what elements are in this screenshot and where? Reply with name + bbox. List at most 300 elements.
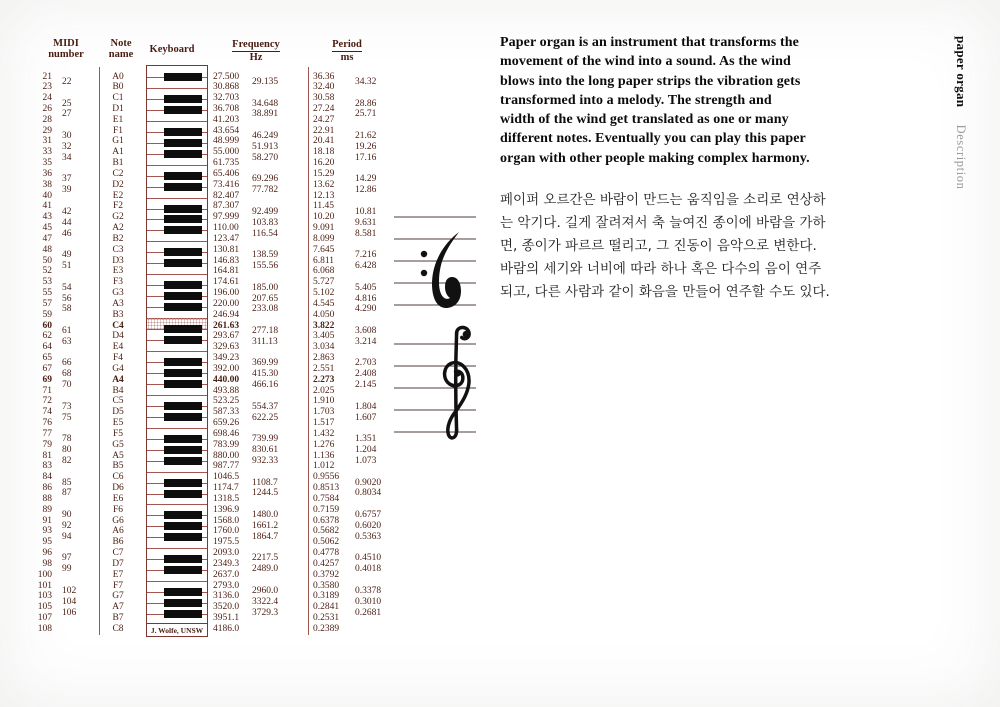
period-value: 0.7584 bbox=[313, 493, 340, 504]
period-value-sharp: 1.204 bbox=[355, 445, 377, 456]
period-value: 9.091 bbox=[313, 223, 335, 234]
black-key bbox=[164, 183, 202, 191]
midi-number-sharp: 44 bbox=[62, 217, 72, 228]
white-key-separator bbox=[147, 121, 207, 122]
frequency-value-sharp: 69.296 bbox=[252, 174, 279, 185]
header-frequency-line1: Frequency bbox=[232, 39, 280, 50]
frequency-value-sharp: 51.913 bbox=[252, 141, 279, 152]
note-name: G4 bbox=[112, 363, 124, 374]
frequency-value-sharp: 103.83 bbox=[252, 217, 279, 228]
period-value-sharp: 2.145 bbox=[355, 380, 377, 391]
bass-clef-icon bbox=[421, 232, 461, 308]
period-value: 7.645 bbox=[313, 244, 335, 255]
frequency-value: 987.77 bbox=[213, 461, 240, 472]
period-value-sharp: 0.4510 bbox=[355, 553, 382, 564]
midi-number-sharp: 54 bbox=[62, 282, 72, 293]
period-value: 4.545 bbox=[313, 298, 335, 309]
frequency-value-sharp: 92.499 bbox=[252, 206, 279, 217]
description-line-korean: 되고, 다른 사람과 같이 화음을 만들어 연주할 수도 있다. bbox=[500, 284, 830, 300]
period-value-sharp: 3.214 bbox=[355, 336, 377, 347]
note-name: C7 bbox=[112, 548, 124, 559]
period-value-sharp: 9.631 bbox=[355, 217, 377, 228]
note-name: D4 bbox=[112, 331, 124, 342]
note-name: B0 bbox=[112, 82, 124, 93]
note-name: B7 bbox=[112, 613, 124, 623]
frequency-value: 493.88 bbox=[213, 385, 240, 396]
period-value-sharp: 2.703 bbox=[355, 358, 377, 369]
period-value-sharp: 0.3378 bbox=[355, 585, 382, 596]
period-value: 5.102 bbox=[313, 288, 335, 299]
black-key bbox=[164, 599, 202, 607]
period-value: 0.7159 bbox=[313, 504, 340, 515]
note-name: D5 bbox=[112, 407, 124, 418]
column-frequency-naturals bbox=[213, 0, 257, 707]
white-key-separator bbox=[147, 548, 207, 549]
black-key bbox=[164, 172, 202, 180]
period-value: 15.29 bbox=[313, 168, 335, 179]
period-value: 0.3792 bbox=[313, 569, 340, 580]
midi-number: 60 bbox=[42, 320, 52, 331]
frequency-value: 1568.0 bbox=[213, 515, 240, 526]
note-name: A4 bbox=[112, 374, 124, 385]
period-value: 0.5682 bbox=[313, 526, 340, 537]
header-period-line2: ms bbox=[340, 52, 354, 63]
midi-number-sharp: 102 bbox=[62, 585, 77, 596]
period-value: 0.3580 bbox=[313, 580, 340, 591]
white-key-separator bbox=[147, 472, 207, 473]
black-key bbox=[164, 248, 202, 256]
period-value: 0.3189 bbox=[313, 591, 340, 602]
white-key-separator bbox=[147, 165, 207, 166]
midi-number-sharp: 37 bbox=[62, 174, 72, 185]
frequency-value: 164.81 bbox=[213, 266, 240, 277]
frequency-value: 32.703 bbox=[213, 93, 240, 104]
note-name: G6 bbox=[112, 515, 124, 526]
frequency-value-sharp: 3729.3 bbox=[252, 607, 279, 618]
note-name: F4 bbox=[112, 353, 124, 364]
frequency-value-sharp: 466.16 bbox=[252, 380, 279, 391]
description-korean bbox=[500, 189, 830, 304]
side-label-title: paper organ bbox=[954, 36, 969, 108]
frequency-value-sharp: 311.13 bbox=[252, 336, 278, 347]
frequency-value-sharp: 739.99 bbox=[252, 434, 279, 445]
period-value: 10.20 bbox=[313, 212, 335, 223]
period-value: 2.025 bbox=[313, 385, 335, 396]
note-name: B3 bbox=[112, 309, 124, 320]
frequency-value: 61.735 bbox=[213, 158, 240, 169]
white-key-separator bbox=[147, 581, 207, 582]
black-key bbox=[164, 369, 202, 377]
period-value-sharp: 7.216 bbox=[355, 250, 377, 261]
period-value-sharp: 1.607 bbox=[355, 412, 377, 423]
frequency-value: 174.61 bbox=[213, 277, 240, 288]
frequency-value: 4186.0 bbox=[213, 623, 240, 634]
period-value: 0.2841 bbox=[313, 602, 340, 613]
frequency-value-sharp: 415.30 bbox=[252, 369, 279, 380]
period-value: 0.4778 bbox=[313, 548, 340, 559]
period-value-sharp: 17.16 bbox=[355, 152, 377, 163]
column-note-names bbox=[103, 0, 133, 707]
frequency-value-sharp: 622.25 bbox=[252, 412, 279, 423]
frequency-value: 440.00 bbox=[213, 374, 240, 385]
keyboard-credit: J. Wolfe, UNSW bbox=[146, 623, 208, 637]
period-value: 27.24 bbox=[313, 103, 335, 114]
frequency-value: 30.868 bbox=[213, 82, 240, 93]
frequency-value-sharp: 77.782 bbox=[252, 185, 279, 196]
frequency-value: 246.94 bbox=[213, 309, 240, 320]
midi-number-sharp: 63 bbox=[62, 336, 72, 347]
black-key bbox=[164, 446, 202, 454]
period-value: 6.068 bbox=[313, 266, 335, 277]
frequency-value-sharp: 1480.0 bbox=[252, 510, 279, 521]
note-name: E7 bbox=[112, 569, 124, 580]
frequency-value-sharp: 38.891 bbox=[252, 109, 279, 120]
frequency-value: 2093.0 bbox=[213, 548, 240, 559]
black-key bbox=[164, 533, 202, 541]
midi-number-sharp: 82 bbox=[62, 455, 72, 466]
frequency-value: 73.416 bbox=[213, 179, 240, 190]
midi-number: 36 bbox=[42, 168, 52, 179]
header-note-line2: name bbox=[108, 49, 134, 60]
frequency-value: 3951.1 bbox=[213, 613, 240, 623]
period-value: 3.405 bbox=[313, 331, 335, 342]
frequency-value-sharp: 233.08 bbox=[252, 304, 279, 315]
column-period-naturals bbox=[313, 0, 355, 707]
note-name: F1 bbox=[112, 125, 124, 136]
midi-number: 65 bbox=[42, 353, 52, 364]
midi-number: 53 bbox=[42, 277, 52, 288]
midi-number-sharp: 42 bbox=[62, 206, 72, 217]
midi-number: 69 bbox=[42, 374, 52, 385]
black-key bbox=[164, 205, 202, 213]
midi-number: 67 bbox=[42, 363, 52, 374]
midi-number: 55 bbox=[42, 288, 52, 299]
period-value: 8.099 bbox=[313, 233, 335, 244]
side-label-subtitle: Description bbox=[954, 124, 968, 190]
period-value-sharp: 10.81 bbox=[355, 206, 377, 217]
frequency-value: 220.00 bbox=[213, 298, 240, 309]
note-name: C1 bbox=[112, 93, 124, 104]
frequency-value-sharp: 2960.0 bbox=[252, 585, 279, 596]
black-key bbox=[164, 511, 202, 519]
midi-number: 71 bbox=[42, 385, 52, 396]
description-line-korean: 면, 종이가 파르르 떨리고, 그 진동이 음악으로 변한다. bbox=[500, 238, 817, 254]
header-note-line1: Note bbox=[110, 38, 132, 49]
period-value-sharp: 0.2681 bbox=[355, 607, 382, 618]
header-midi-line1: MIDI bbox=[53, 38, 79, 49]
frequency-value-sharp: 2217.5 bbox=[252, 553, 279, 564]
frequency-value: 41.203 bbox=[213, 114, 240, 125]
black-key bbox=[164, 588, 202, 596]
divider-midi-note bbox=[99, 67, 100, 635]
black-key bbox=[164, 139, 202, 147]
period-value-sharp: 25.71 bbox=[355, 109, 377, 120]
frequency-value: 880.00 bbox=[213, 450, 240, 461]
midi-number-sharp: 66 bbox=[62, 358, 72, 369]
period-value-sharp: 0.5363 bbox=[355, 531, 382, 542]
note-name: D2 bbox=[112, 179, 124, 190]
midi-number: 108 bbox=[37, 623, 52, 634]
frequency-value: 48.999 bbox=[213, 136, 240, 147]
period-value: 0.8513 bbox=[313, 483, 340, 494]
black-key bbox=[164, 555, 202, 563]
period-value: 20.41 bbox=[313, 136, 335, 147]
black-key bbox=[164, 128, 202, 136]
midi-number: 101 bbox=[37, 580, 52, 591]
frequency-value: 87.307 bbox=[213, 201, 240, 212]
white-key-separator bbox=[147, 351, 207, 352]
white-key-separator bbox=[147, 241, 207, 242]
midi-number-sharp: 46 bbox=[62, 228, 72, 239]
note-name: A1 bbox=[112, 147, 124, 158]
midi-number-sharp: 104 bbox=[62, 596, 77, 607]
midi-number: 24 bbox=[42, 93, 52, 104]
midi-number-sharp: 49 bbox=[62, 250, 72, 261]
period-value: 3.034 bbox=[313, 342, 335, 353]
midi-number-sharp: 34 bbox=[62, 152, 72, 163]
period-value: 4.050 bbox=[313, 309, 335, 320]
midi-number: 40 bbox=[42, 190, 52, 201]
frequency-value: 146.83 bbox=[213, 255, 240, 266]
period-value: 2.551 bbox=[313, 363, 335, 374]
midi-number: 107 bbox=[37, 613, 52, 623]
midi-number: 89 bbox=[42, 504, 52, 515]
note-name: G5 bbox=[112, 439, 124, 450]
frequency-value-sharp: 138.59 bbox=[252, 250, 279, 261]
description-line-english: Paper organ is an instrument that transforms the bbox=[500, 35, 799, 50]
period-value-sharp: 5.405 bbox=[355, 282, 377, 293]
white-key-separator bbox=[147, 504, 207, 505]
description-line-english: organ with other people making complex harmony. bbox=[500, 150, 810, 166]
frequency-value: 1318.5 bbox=[213, 493, 240, 504]
midi-number: 50 bbox=[42, 255, 52, 266]
midi-number: 93 bbox=[42, 526, 52, 537]
period-value-sharp: 0.3010 bbox=[355, 596, 382, 607]
note-name: D3 bbox=[112, 255, 124, 266]
black-key bbox=[164, 413, 202, 421]
note-name: C3 bbox=[112, 244, 124, 255]
black-key bbox=[164, 215, 202, 223]
frequency-value: 523.25 bbox=[213, 396, 240, 407]
period-value: 30.58 bbox=[313, 93, 335, 104]
period-value-sharp: 0.6020 bbox=[355, 520, 382, 531]
note-name: G1 bbox=[112, 136, 124, 147]
description-line-english: movement of the wind into a sound. As the wind bbox=[500, 54, 791, 70]
frequency-value: 65.406 bbox=[213, 168, 240, 179]
period-value: 2.863 bbox=[313, 353, 335, 364]
column-header-keyboard bbox=[142, 44, 202, 55]
midi-number: 41 bbox=[42, 201, 52, 212]
note-name: G2 bbox=[112, 212, 124, 223]
midi-number: 84 bbox=[42, 472, 52, 483]
frequency-value-sharp: 1244.5 bbox=[252, 488, 279, 499]
note-name: A5 bbox=[112, 450, 124, 461]
midi-number-sharp: 70 bbox=[62, 380, 72, 391]
midi-number: 38 bbox=[42, 179, 52, 190]
midi-number-sharp: 80 bbox=[62, 445, 72, 456]
note-name: B4 bbox=[112, 385, 124, 396]
midi-number-sharp: 106 bbox=[62, 607, 77, 618]
midi-number: 79 bbox=[42, 439, 52, 450]
note-name: E1 bbox=[112, 114, 124, 125]
note-name: E4 bbox=[112, 342, 124, 353]
frequency-value-sharp: 34.648 bbox=[252, 98, 279, 109]
frequency-value: 43.654 bbox=[213, 125, 240, 136]
frequency-value: 1046.5 bbox=[213, 472, 240, 483]
note-name: D6 bbox=[112, 483, 124, 494]
frequency-value-sharp: 830.61 bbox=[252, 445, 279, 456]
period-value: 12.13 bbox=[313, 190, 335, 201]
frequency-value: 1975.5 bbox=[213, 537, 240, 548]
black-key bbox=[164, 325, 202, 333]
description-line-english: width of the wind get translated as one or many bbox=[500, 112, 789, 128]
description-line-korean: 바람의 세기와 너비에 따라 하나 혹은 다수의 음이 연주 bbox=[500, 261, 822, 277]
period-value: 1.432 bbox=[313, 428, 335, 439]
note-name: B6 bbox=[112, 537, 124, 548]
column-midi-naturals bbox=[18, 0, 52, 707]
frequency-value-sharp: 3322.4 bbox=[252, 596, 279, 607]
note-name: D1 bbox=[112, 103, 124, 114]
midi-number: 72 bbox=[42, 396, 52, 407]
header-keyboard: Keyboard bbox=[149, 44, 195, 55]
period-value-sharp: 1.351 bbox=[355, 434, 377, 445]
black-key bbox=[164, 402, 202, 410]
frequency-value-sharp: 29.135 bbox=[252, 76, 279, 87]
midi-number: 96 bbox=[42, 548, 52, 559]
frequency-value: 27.500 bbox=[213, 71, 240, 82]
page-side-label bbox=[953, 36, 969, 190]
period-value-sharp: 2.408 bbox=[355, 369, 377, 380]
midi-number-sharp: 78 bbox=[62, 434, 72, 445]
midi-number: 105 bbox=[37, 602, 52, 613]
period-value: 13.62 bbox=[313, 179, 335, 190]
period-value-sharp: 6.428 bbox=[355, 261, 377, 272]
description-line-english: transformed into a melody. The strength and bbox=[500, 92, 772, 108]
period-value: 1.517 bbox=[313, 418, 335, 429]
column-midi-sharps bbox=[62, 0, 96, 707]
music-staves bbox=[390, 210, 480, 450]
description-line-english: blows into the long paper strips the vibration gets bbox=[500, 73, 801, 89]
note-name: A2 bbox=[112, 223, 124, 234]
frequency-value-sharp: 932.33 bbox=[252, 455, 279, 466]
period-value-sharp: 12.86 bbox=[355, 185, 377, 196]
header-midi-line2: number bbox=[48, 49, 84, 60]
note-name: A6 bbox=[112, 526, 124, 537]
period-value: 1.910 bbox=[313, 396, 335, 407]
note-name: A0 bbox=[112, 71, 124, 82]
black-key bbox=[164, 336, 202, 344]
midi-number-sharp: 99 bbox=[62, 564, 72, 575]
frequency-value: 1174.7 bbox=[213, 483, 239, 494]
midi-number: 76 bbox=[42, 418, 52, 429]
midi-number-sharp: 25 bbox=[62, 98, 72, 109]
note-name: B1 bbox=[112, 158, 124, 169]
black-key bbox=[164, 435, 202, 443]
midi-number: 103 bbox=[37, 591, 52, 602]
midi-number: 91 bbox=[42, 515, 52, 526]
period-value: 5.727 bbox=[313, 277, 335, 288]
midi-number: 95 bbox=[42, 537, 52, 548]
period-value: 0.2389 bbox=[313, 623, 340, 634]
midi-number-sharp: 58 bbox=[62, 304, 72, 315]
midi-number-sharp: 32 bbox=[62, 141, 72, 152]
black-key bbox=[164, 73, 202, 81]
frequency-value-sharp: 369.99 bbox=[252, 358, 279, 369]
note-name: F7 bbox=[112, 580, 124, 591]
period-value-sharp: 28.86 bbox=[355, 98, 377, 109]
frequency-value: 261.63 bbox=[213, 320, 240, 331]
frequency-value: 196.00 bbox=[213, 288, 240, 299]
midi-number: 23 bbox=[42, 82, 52, 93]
description-line-korean: 는 악기다. 길게 잘려져서 축 늘여진 종이에 바람을 가하 bbox=[500, 215, 826, 231]
frequency-value: 55.000 bbox=[213, 147, 240, 158]
note-name: B2 bbox=[112, 233, 124, 244]
midi-number: 47 bbox=[42, 233, 52, 244]
black-key bbox=[164, 95, 202, 103]
midi-number: 88 bbox=[42, 493, 52, 504]
column-frequency-sharps bbox=[252, 0, 296, 707]
frequency-value-sharp: 2489.0 bbox=[252, 564, 279, 575]
midi-number-sharp: 85 bbox=[62, 477, 72, 488]
frequency-value: 36.708 bbox=[213, 103, 240, 114]
frequency-value-sharp: 155.56 bbox=[252, 261, 279, 272]
frequency-value: 349.23 bbox=[213, 353, 240, 364]
white-key-separator bbox=[147, 88, 207, 89]
midi-number-sharp: 87 bbox=[62, 488, 72, 499]
period-value: 0.6378 bbox=[313, 515, 340, 526]
frequency-value-sharp: 1661.2 bbox=[252, 520, 279, 531]
period-value-sharp: 0.9020 bbox=[355, 477, 382, 488]
midi-number-sharp: 27 bbox=[62, 109, 72, 120]
period-value: 1.012 bbox=[313, 461, 335, 472]
note-name: C8 bbox=[112, 623, 124, 634]
midi-number: 83 bbox=[42, 461, 52, 472]
note-name: F3 bbox=[112, 277, 124, 288]
note-name: F2 bbox=[112, 201, 124, 212]
note-name: G3 bbox=[112, 288, 124, 299]
frequency-value: 783.99 bbox=[213, 439, 240, 450]
midi-number: 81 bbox=[42, 450, 52, 461]
period-value: 24.27 bbox=[313, 114, 335, 125]
frequency-value-sharp: 185.00 bbox=[252, 282, 279, 293]
black-key bbox=[164, 457, 202, 465]
midi-number-sharp: 56 bbox=[62, 293, 72, 304]
white-key-separator bbox=[147, 395, 207, 396]
frequency-value: 130.81 bbox=[213, 244, 240, 255]
period-value-sharp: 8.581 bbox=[355, 228, 377, 239]
midi-number: 64 bbox=[42, 342, 52, 353]
frequency-value-sharp: 1108.7 bbox=[252, 477, 278, 488]
period-value: 18.18 bbox=[313, 147, 335, 158]
period-value: 1.703 bbox=[313, 407, 335, 418]
period-value: 22.91 bbox=[313, 125, 335, 136]
note-name: E5 bbox=[112, 418, 124, 429]
note-name: E3 bbox=[112, 266, 124, 277]
midi-number: 21 bbox=[42, 71, 52, 82]
midi-number-sharp: 73 bbox=[62, 401, 72, 412]
midi-number: 52 bbox=[42, 266, 52, 277]
header-period-line1: Period bbox=[332, 39, 362, 50]
midi-number: 59 bbox=[42, 309, 52, 320]
black-key bbox=[164, 610, 202, 618]
period-value-sharp: 3.608 bbox=[355, 326, 377, 336]
period-value-sharp: 1.804 bbox=[355, 401, 377, 412]
period-value: 36.36 bbox=[313, 71, 335, 82]
black-key bbox=[164, 380, 202, 388]
description-line-korean: 페이퍼 오르간은 바람이 만드는 움직임을 소리로 연상하 bbox=[500, 192, 826, 208]
frequency-value: 293.67 bbox=[213, 331, 240, 342]
black-key bbox=[164, 358, 202, 366]
